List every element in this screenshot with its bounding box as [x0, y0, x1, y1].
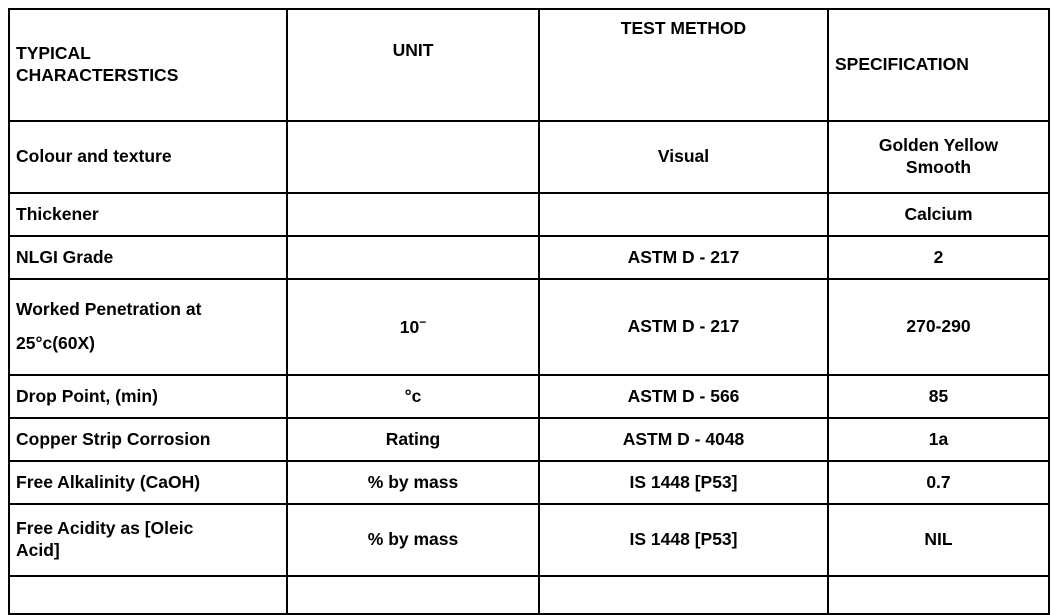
cell-characteristic: [9, 504, 287, 576]
cell-specification: [828, 461, 1049, 504]
cell-characteristic: [9, 418, 287, 461]
text-characteristic: Colour and texture: [16, 146, 172, 167]
header-test-method-label: TEST METHOD: [620, 18, 747, 38]
cell-characteristic: [9, 279, 287, 375]
header-cell-unit: [287, 9, 539, 121]
cell-specification: [828, 193, 1049, 236]
cell-test-method: [539, 279, 828, 375]
cell-specification: [828, 279, 1049, 375]
header-specification-label: SPECIFICATION: [835, 54, 969, 75]
cell-unit: [287, 461, 539, 504]
cell-characteristic: [9, 576, 287, 614]
text-specification-line2: Smooth: [905, 157, 972, 177]
table-row: [9, 576, 1049, 614]
text-test-method: ASTM D - 217: [627, 316, 740, 337]
cell-unit: [287, 504, 539, 576]
text-test-method: IS 1448 [P53]: [629, 529, 738, 550]
table-header-row: [9, 9, 1049, 121]
cell-characteristic: [9, 193, 287, 236]
header-cell-specification: [828, 9, 1049, 121]
text-specification: Calcium: [904, 203, 973, 224]
cell-unit: [287, 576, 539, 614]
text-specification: NIL: [924, 529, 953, 550]
cell-characteristic: [9, 236, 287, 279]
text-specification: 85: [928, 385, 949, 406]
cell-unit: [287, 418, 539, 461]
text-unit: 10: [399, 316, 420, 337]
text-characteristic-line2: 25°c(60X): [16, 333, 95, 353]
text-specification: 1a: [928, 428, 949, 449]
cell-characteristic: [9, 461, 287, 504]
cell-test-method: [539, 236, 828, 279]
cell-unit: [287, 193, 539, 236]
text-characteristic: Drop Point, (min): [16, 385, 158, 406]
text-test-method: IS 1448 [P53]: [629, 471, 738, 492]
cell-unit: [287, 279, 539, 375]
text-characteristic: NLGI Grade: [16, 246, 114, 267]
text-unit: % by mass: [367, 529, 459, 550]
text-test-method: Visual: [657, 146, 710, 167]
text-test-method: ASTM D - 566: [627, 385, 740, 406]
table-row: [9, 461, 1049, 504]
text-unit-superscript: −: [419, 315, 427, 330]
text-characteristic-line2: Acid]: [16, 540, 60, 560]
text-characteristic-line1: Free Acidity as [Oleic: [16, 518, 194, 539]
cell-test-method: [539, 461, 828, 504]
text-test-method: ASTM D - 4048: [622, 428, 745, 449]
text-characteristic: Copper Strip Corrosion: [16, 428, 211, 449]
cell-unit: [287, 236, 539, 279]
text-specification: 0.7: [926, 471, 951, 492]
table-row: [9, 236, 1049, 279]
cell-specification: [828, 375, 1049, 418]
text-characteristic: Thickener: [16, 203, 99, 224]
cell-test-method: [539, 121, 828, 193]
cell-test-method: [539, 418, 828, 461]
header-characteristics-line1: TYPICAL: [16, 43, 91, 64]
cell-specification: [828, 236, 1049, 279]
cell-specification: [828, 121, 1049, 193]
table-row: [9, 193, 1049, 236]
text-specification: 270-290: [906, 316, 971, 337]
cell-test-method: [539, 193, 828, 236]
table-row: [9, 375, 1049, 418]
text-specification: 2: [933, 246, 944, 267]
header-cell-characteristics: [9, 9, 287, 121]
cell-characteristic: [9, 121, 287, 193]
cell-specification: [828, 576, 1049, 614]
table-row: [9, 121, 1049, 193]
cell-specification: [828, 418, 1049, 461]
table-row: [9, 418, 1049, 461]
text-unit: °c: [404, 385, 422, 406]
header-characteristics-line2: CHARACTERSTICS: [16, 65, 179, 85]
text-characteristic: Free Alkalinity (CaOH): [16, 471, 201, 492]
cell-test-method: [539, 375, 828, 418]
text-unit: Rating: [385, 428, 441, 449]
cell-specification: [828, 504, 1049, 576]
cell-test-method: [539, 504, 828, 576]
cell-unit: [287, 121, 539, 193]
cell-characteristic: [9, 375, 287, 418]
header-unit-label: UNIT: [392, 40, 434, 60]
specification-table: [8, 8, 1050, 615]
header-cell-test-method: [539, 9, 828, 121]
text-test-method: ASTM D - 217: [627, 246, 740, 267]
text-unit: % by mass: [367, 471, 459, 492]
cell-test-method: [539, 576, 828, 614]
table-row: [9, 279, 1049, 375]
text-characteristic-line1: Worked Penetration at: [16, 299, 202, 320]
text-specification-line1: Golden Yellow: [878, 135, 999, 156]
cell-unit: [287, 375, 539, 418]
table-row: [9, 504, 1049, 576]
